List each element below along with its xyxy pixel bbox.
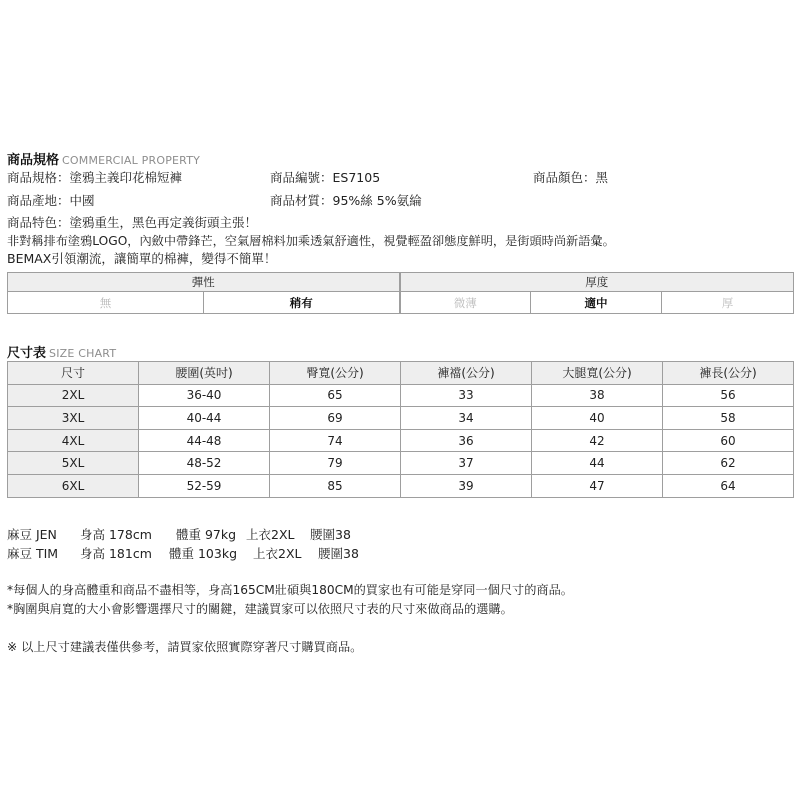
waist-cell: 36-40 xyxy=(139,384,270,407)
commercial-property-heading xyxy=(7,149,200,168)
model-waist: 腰圍38 xyxy=(310,527,351,542)
model-weight: 體重 103kg xyxy=(169,546,238,561)
property-table xyxy=(7,272,794,314)
size-cell: 5XL xyxy=(8,452,139,475)
note-body-measure: *每個人的身高體重和商品不盡相等，身高165CM壯碩與180CM的買家也有可能是穿同一個尺寸的商品。 xyxy=(7,583,573,597)
waist-cell: 48-52 xyxy=(139,452,270,475)
thigh-cell: 38 xyxy=(532,384,663,407)
size-chart-title-zh: 尺寸表 xyxy=(7,346,47,361)
model-weight: 體重 97kg xyxy=(176,527,237,542)
product-slogan: BEMAX引領潮流，讓簡單的棉褲，變得不簡單！ xyxy=(7,251,277,266)
size-chart-title-en: SIZE CHART xyxy=(49,347,117,360)
length-cell: 64 xyxy=(663,474,794,497)
size-chart-header-row xyxy=(8,362,794,385)
model-name: 麻豆 JEN xyxy=(7,527,57,542)
header-hip: 臀寬(公分) xyxy=(270,362,401,385)
spec-label: 商品規格：塗鴉主義印花棉短褲 xyxy=(7,170,183,185)
thigh-cell: 42 xyxy=(532,429,663,452)
waist-cell: 40-44 xyxy=(139,407,270,430)
table-row xyxy=(8,407,794,430)
size-chart-heading xyxy=(7,342,116,361)
commercial-title-zh: 商品規格 xyxy=(7,153,60,168)
note-disclaimer: ※ 以上尺寸建議表僅供參考，請買家依照實際穿著尺寸購買商品。 xyxy=(7,640,363,654)
header-size: 尺寸 xyxy=(8,362,139,385)
header-thigh: 大腿寬(公分) xyxy=(532,362,663,385)
model-height: 身高 178cm xyxy=(80,527,152,542)
model-info-tim xyxy=(7,544,359,562)
size-chart-table xyxy=(7,361,794,498)
hip-cell: 74 xyxy=(270,429,401,452)
table-row xyxy=(8,452,794,475)
hip-cell: 85 xyxy=(270,474,401,497)
thickness-option-thick: 厚 xyxy=(662,292,794,314)
thickness-header: 厚度 xyxy=(400,273,794,292)
product-material: 商品材質：95%絲 5%氨綸 xyxy=(270,193,422,208)
hip-cell: 79 xyxy=(270,452,401,475)
elasticity-option-slight: 稍有 xyxy=(204,292,400,314)
product-code: 商品編號：ES7105 xyxy=(270,170,381,185)
model-top-size: 上衣2XL xyxy=(246,527,295,542)
rise-cell: 37 xyxy=(401,452,532,475)
thickness-option-medium: 適中 xyxy=(531,292,662,314)
elasticity-option-none: 無 xyxy=(8,292,204,314)
waist-cell: 44-48 xyxy=(139,429,270,452)
table-row xyxy=(8,429,794,452)
table-row xyxy=(8,384,794,407)
hip-cell: 69 xyxy=(270,407,401,430)
thigh-cell: 44 xyxy=(532,452,663,475)
model-waist: 腰圍38 xyxy=(318,546,359,561)
length-cell: 62 xyxy=(663,452,794,475)
length-cell: 58 xyxy=(663,407,794,430)
length-cell: 56 xyxy=(663,384,794,407)
header-waist: 腰圍(英吋) xyxy=(139,362,270,385)
model-height: 身高 181cm xyxy=(80,546,152,561)
product-color: 商品顏色：黑 xyxy=(533,170,609,185)
model-info-jen xyxy=(7,525,351,543)
length-cell: 60 xyxy=(663,429,794,452)
size-cell: 6XL xyxy=(8,474,139,497)
model-name: 麻豆 TIM xyxy=(7,546,59,561)
rise-cell: 36 xyxy=(401,429,532,452)
header-rise: 褲襠(公分) xyxy=(401,362,532,385)
waist-cell: 52-59 xyxy=(139,474,270,497)
size-cell: 2XL xyxy=(8,384,139,407)
size-cell: 3XL xyxy=(8,407,139,430)
model-top-size: 上衣2XL xyxy=(253,546,302,561)
product-origin: 商品產地：中國 xyxy=(7,193,95,208)
rise-cell: 33 xyxy=(401,384,532,407)
thigh-cell: 40 xyxy=(532,407,663,430)
thigh-cell: 47 xyxy=(532,474,663,497)
header-length: 褲長(公分) xyxy=(663,362,794,385)
product-description: 非對稱排布塗鴉LOGO，內斂中帶鋒芒，空氣層棉料加乘透氣舒適性，視覺輕盈卻態度鮮明，是街頭時尚新語彙。 xyxy=(7,234,615,248)
note-chest-shoulder: *胸圍與肩寬的大小會影響選擇尺寸的關鍵，建議買家可以依照尺寸表的尺寸來做商品的選購。 xyxy=(7,602,513,616)
hip-cell: 65 xyxy=(270,384,401,407)
rise-cell: 39 xyxy=(401,474,532,497)
elasticity-header: 彈性 xyxy=(8,273,400,292)
product-feature: 商品特色：塗鴉重生，黑色再定義街頭主張！ xyxy=(7,215,258,230)
size-cell: 4XL xyxy=(8,429,139,452)
commercial-title-en: COMMERCIAL PROPERTY xyxy=(62,154,201,167)
table-row xyxy=(8,474,794,497)
thickness-option-thin: 微薄 xyxy=(400,292,531,314)
rise-cell: 34 xyxy=(401,407,532,430)
